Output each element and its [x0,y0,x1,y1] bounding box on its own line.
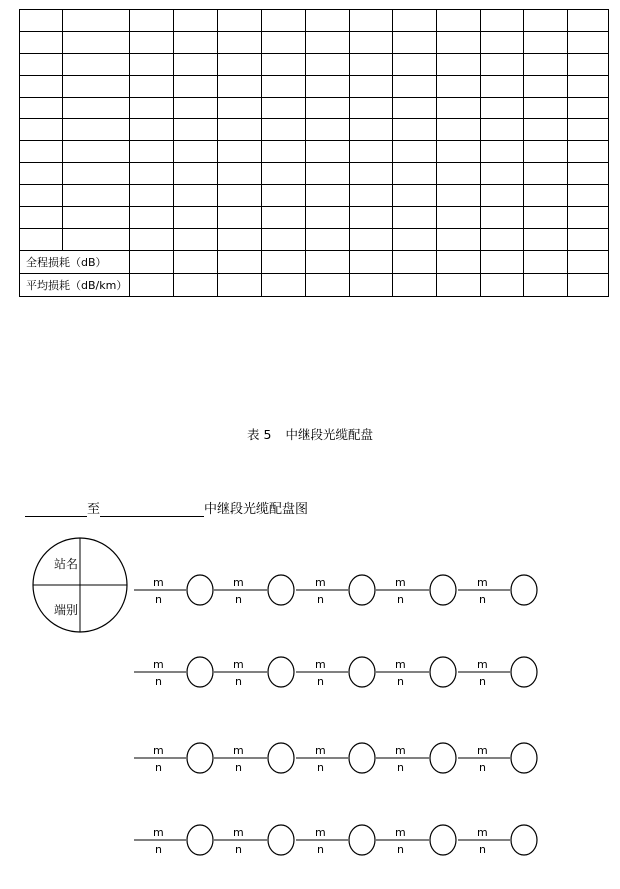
segment-length-label: m [153,658,164,671]
table-cell[interactable] [63,228,130,250]
table-cell[interactable] [393,53,437,75]
table-cell[interactable] [218,207,262,229]
table-cell[interactable] [350,185,393,207]
table-cell[interactable] [568,141,609,163]
table-cell[interactable] [393,228,437,250]
table-cell[interactable] [437,207,481,229]
splice-node-circle [187,575,213,605]
table-cell[interactable] [437,75,481,97]
table-cell[interactable] [130,10,174,32]
table-cell[interactable] [524,97,568,119]
table-cell[interactable] [306,250,350,273]
table-row [20,53,609,75]
segment-index-label: n [479,593,486,606]
segment-index-label: n [397,761,404,774]
table-cell[interactable] [481,53,524,75]
table-cell[interactable] [218,141,262,163]
segment-index-label: n [235,843,242,856]
table-cell[interactable] [218,250,262,273]
table-cell[interactable] [568,273,609,296]
table-cell[interactable] [524,10,568,32]
table-cell[interactable] [306,119,350,141]
splice-node-circle [349,575,375,605]
table-cell[interactable] [130,207,174,229]
table-cell[interactable] [130,141,174,163]
table-cell[interactable] [481,119,524,141]
summary-row-label: 平均损耗（dB/km） [20,273,130,296]
segment-length-label: m [395,744,406,757]
table-row [20,10,609,32]
table-row [20,119,609,141]
segment-index-label: n [479,843,486,856]
table-cell[interactable] [524,31,568,53]
segment-length-label: m [477,744,488,757]
title-suffix: 中继段光缆配盘图 [204,502,309,517]
splice-node-circle [511,657,537,687]
table-cell[interactable] [63,31,130,53]
table-cell[interactable] [262,163,306,185]
segment-length-label: m [477,658,488,671]
segment-length-label: m [153,744,164,757]
table-cell[interactable] [20,119,63,141]
table-cell[interactable] [130,119,174,141]
table-cell[interactable] [262,53,306,75]
table-cell[interactable] [306,97,350,119]
diagram-title [25,498,308,517]
segment-index-label: n [155,593,162,606]
segment-length-label: m [315,826,326,839]
table-cell[interactable] [262,228,306,250]
segment-index-label: n [235,675,242,688]
table-cell[interactable] [174,10,218,32]
cable-allocation-diagram [0,530,620,889]
table-cell[interactable] [130,31,174,53]
table-cell[interactable] [306,141,350,163]
table-cell[interactable] [20,228,63,250]
table-row [20,207,609,229]
summary-row [20,273,609,296]
table-cell[interactable] [350,273,393,296]
splice-node-circle [511,743,537,773]
table-cell[interactable] [437,31,481,53]
table-cell[interactable] [20,31,63,53]
segment-index-label: n [155,761,162,774]
table-cell[interactable] [350,10,393,32]
table-cell[interactable] [218,119,262,141]
splice-node-circle [187,743,213,773]
table-cell[interactable] [20,53,63,75]
table-cell[interactable] [63,163,130,185]
table-cell[interactable] [20,207,63,229]
table-row [20,163,609,185]
table-cell[interactable] [524,163,568,185]
table-cell[interactable] [174,119,218,141]
summary-row-label: 全程损耗（dB） [20,250,130,273]
segment-length-label: m [477,826,488,839]
segment-index-label: n [397,675,404,688]
segment-index-label: n [397,843,404,856]
table-cell[interactable] [306,207,350,229]
segment-length-label: m [315,744,326,757]
segment-length-label: m [315,576,326,589]
table-cell[interactable] [437,228,481,250]
table-cell[interactable] [568,75,609,97]
table-cell[interactable] [437,97,481,119]
table-cell[interactable] [481,97,524,119]
segment-length-label: m [395,826,406,839]
table-cell[interactable] [20,10,63,32]
table-cell[interactable] [174,163,218,185]
table-cell[interactable] [218,10,262,32]
splice-node-circle [349,825,375,855]
table-cell[interactable] [262,250,306,273]
table-cell[interactable] [437,163,481,185]
segment-length-label: m [315,658,326,671]
segment-index-label: n [479,761,486,774]
table-cell[interactable] [481,228,524,250]
table-cell[interactable] [262,97,306,119]
table-cell[interactable] [306,10,350,32]
table-caption [0,425,620,443]
table-cell[interactable] [393,185,437,207]
splice-node-circle [268,657,294,687]
table-cell[interactable] [568,53,609,75]
table-cell[interactable] [393,207,437,229]
table-cell[interactable] [481,31,524,53]
splice-node-circle [430,575,456,605]
splice-node-circle [511,825,537,855]
table-cell[interactable] [437,119,481,141]
table-cell[interactable] [174,141,218,163]
table-cell[interactable] [393,97,437,119]
splice-node-circle [187,657,213,687]
table-cell[interactable] [524,228,568,250]
table-cell[interactable] [524,53,568,75]
table-row [20,228,609,250]
table-cell[interactable] [393,141,437,163]
table-cell[interactable] [262,273,306,296]
table-cell[interactable] [568,207,609,229]
from-station-blank[interactable] [25,502,87,517]
table-cell[interactable] [481,141,524,163]
splice-node-circle [268,825,294,855]
segment-length-label: m [233,576,244,589]
splice-node-circle [268,743,294,773]
segment-length-label: m [233,744,244,757]
table-cell[interactable] [218,97,262,119]
table-cell[interactable] [393,163,437,185]
table-row [20,75,609,97]
table-cell[interactable] [393,273,437,296]
table-cell[interactable] [437,53,481,75]
table-cell[interactable] [63,119,130,141]
table-cell[interactable] [218,53,262,75]
segment-length-label: m [233,658,244,671]
splice-node-circle [268,575,294,605]
table-cell[interactable] [524,75,568,97]
table-cell[interactable] [393,119,437,141]
table-cell[interactable] [218,185,262,207]
table-cell[interactable] [306,53,350,75]
table-cell[interactable] [63,97,130,119]
segment-length-label: m [395,658,406,671]
table-cell[interactable] [306,163,350,185]
title-between: 至 [87,502,101,517]
table-cell[interactable] [218,75,262,97]
table-cell[interactable] [262,31,306,53]
segment-index-label: n [317,675,324,688]
table-cell[interactable] [130,163,174,185]
splice-node-circle [430,743,456,773]
table-cell[interactable] [174,53,218,75]
segment-index-label: n [317,843,324,856]
to-station-blank[interactable] [100,502,204,517]
table-cell[interactable] [174,250,218,273]
table-cell[interactable] [393,75,437,97]
table-cell[interactable] [63,207,130,229]
summary-row [20,250,609,273]
table-cell[interactable] [350,75,393,97]
table-cell[interactable] [130,185,174,207]
table-cell[interactable] [350,119,393,141]
segment-index-label: n [235,593,242,606]
table-row [20,185,609,207]
table-cell[interactable] [262,141,306,163]
loss-table [19,9,609,297]
table-cell[interactable] [568,10,609,32]
table-cell[interactable] [437,141,481,163]
table-cell[interactable] [174,97,218,119]
table-cell[interactable] [437,185,481,207]
table-title: 中继段光缆配盘 [285,427,373,442]
table-cell[interactable] [174,75,218,97]
table-cell[interactable] [524,119,568,141]
table-cell[interactable] [262,119,306,141]
table-cell[interactable] [481,207,524,229]
table-cell[interactable] [20,97,63,119]
segment-index-label: n [317,761,324,774]
table-row [20,31,609,53]
table-cell[interactable] [481,250,524,273]
table-cell[interactable] [306,31,350,53]
table-cell[interactable] [350,31,393,53]
segment-index-label: n [155,843,162,856]
segment-index-label: n [397,593,404,606]
table-cell[interactable] [174,185,218,207]
table-cell[interactable] [481,10,524,32]
table-cell[interactable] [524,250,568,273]
segment-index-label: n [155,675,162,688]
table-cell[interactable] [306,273,350,296]
table-cell[interactable] [350,53,393,75]
table-cell[interactable] [218,228,262,250]
table-cell[interactable] [437,250,481,273]
table-cell[interactable] [306,185,350,207]
table-cell[interactable] [350,228,393,250]
table-cell[interactable] [350,141,393,163]
table-cell[interactable] [130,273,174,296]
table-cell[interactable] [524,207,568,229]
table-cell[interactable] [20,141,63,163]
table-row [20,141,609,163]
table-cell[interactable] [130,53,174,75]
table-cell[interactable] [393,250,437,273]
table-number: 表 5 [247,427,272,442]
table-cell[interactable] [306,75,350,97]
table-cell[interactable] [20,163,63,185]
segment-length-label: m [395,576,406,589]
table-cell[interactable] [568,185,609,207]
table-cell[interactable] [437,273,481,296]
table-cell[interactable] [130,228,174,250]
table-cell[interactable] [524,185,568,207]
splice-node-circle [430,825,456,855]
table-cell[interactable] [350,163,393,185]
table-cell[interactable] [262,185,306,207]
legend-station-label: 站名 [54,557,79,571]
table-cell[interactable] [63,75,130,97]
table-cell[interactable] [481,185,524,207]
table-cell[interactable] [437,10,481,32]
table-cell[interactable] [568,31,609,53]
table-cell[interactable] [262,75,306,97]
segment-index-label: n [317,593,324,606]
table-cell[interactable] [568,228,609,250]
table-cell[interactable] [262,10,306,32]
table-cell[interactable] [218,163,262,185]
table-cell[interactable] [20,75,63,97]
table-cell[interactable] [568,250,609,273]
table-cell[interactable] [218,273,262,296]
splice-node-circle [187,825,213,855]
table-cell[interactable] [20,185,63,207]
splice-node-circle [349,743,375,773]
table-cell[interactable] [63,141,130,163]
segment-length-label: m [233,826,244,839]
splice-node-circle [430,657,456,687]
splice-node-circle [349,657,375,687]
table-cell[interactable] [174,207,218,229]
table-cell[interactable] [481,75,524,97]
segment-length-label: m [477,576,488,589]
table-cell[interactable] [350,207,393,229]
table-cell[interactable] [481,273,524,296]
segment-length-label: m [153,576,164,589]
table-row [20,97,609,119]
splice-node-circle [511,575,537,605]
table-cell[interactable] [350,97,393,119]
table-cell[interactable] [568,97,609,119]
table-cell[interactable] [63,185,130,207]
segment-index-label: n [235,761,242,774]
table-cell[interactable] [218,31,262,53]
table-cell[interactable] [393,31,437,53]
table-cell[interactable] [63,10,130,32]
table-cell[interactable] [306,228,350,250]
table-cell[interactable] [174,31,218,53]
table-cell[interactable] [130,97,174,119]
table-cell[interactable] [524,141,568,163]
table-cell[interactable] [568,163,609,185]
table-cell[interactable] [130,75,174,97]
table-cell[interactable] [481,163,524,185]
table-cell[interactable] [174,273,218,296]
table-cell[interactable] [524,273,568,296]
table-cell[interactable] [130,250,174,273]
table-cell[interactable] [262,207,306,229]
legend-end-label: 端别 [54,603,79,617]
table-cell[interactable] [174,228,218,250]
table-cell[interactable] [63,53,130,75]
table-cell[interactable] [568,119,609,141]
segment-length-label: m [153,826,164,839]
table-cell[interactable] [393,10,437,32]
segment-index-label: n [479,675,486,688]
table-cell[interactable] [350,250,393,273]
